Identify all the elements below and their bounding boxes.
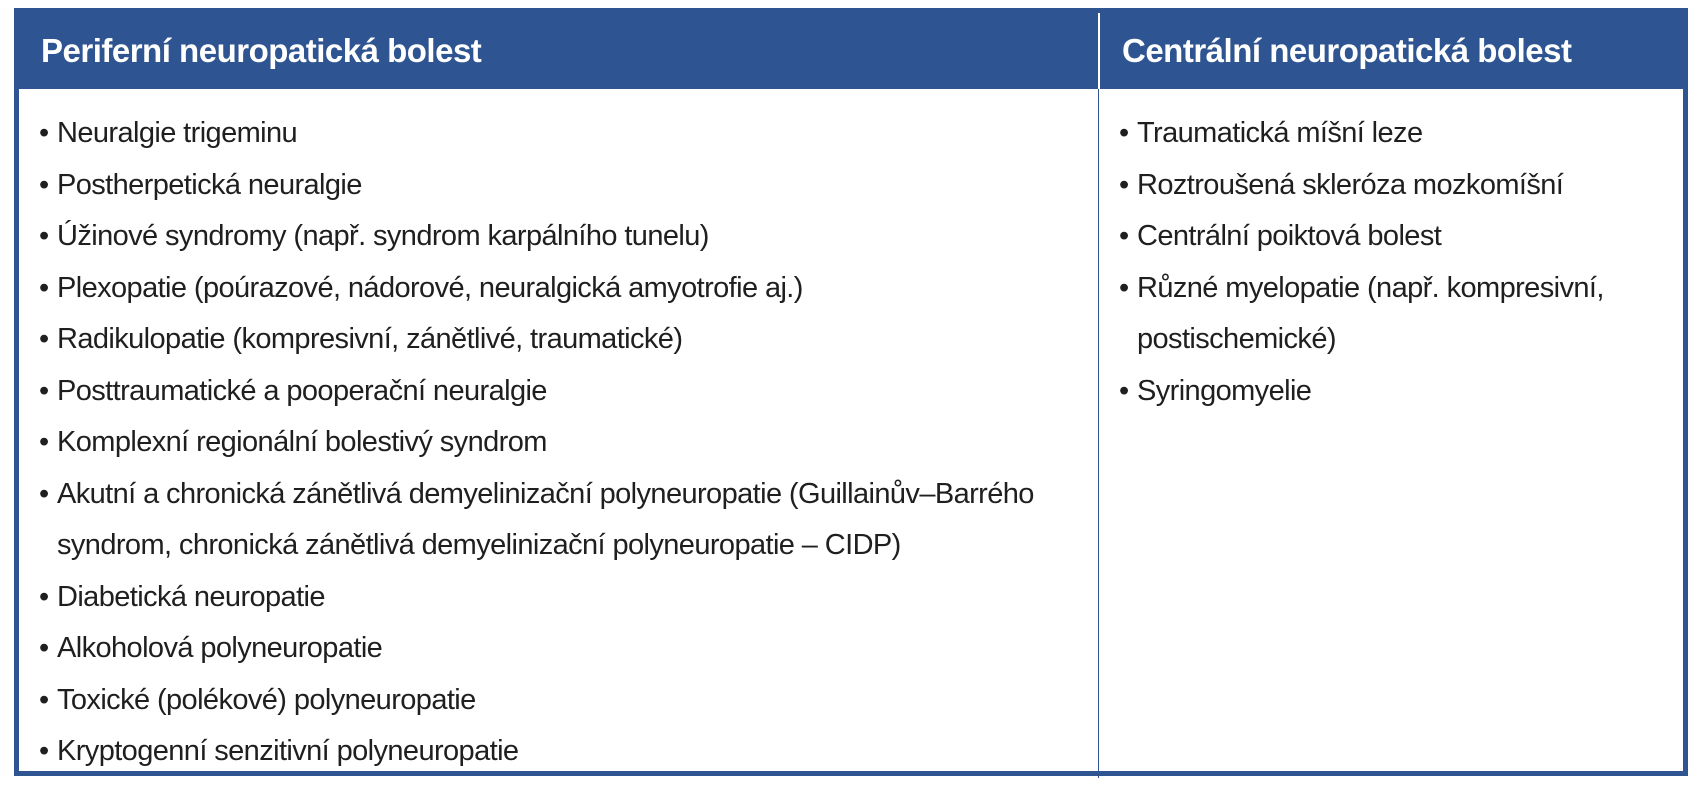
bullet-icon: • bbox=[1119, 168, 1129, 201]
list-item: • Centrální poiktová bolest bbox=[1119, 211, 1671, 263]
bullet-icon: • bbox=[39, 374, 49, 407]
list-item: • Postherpetická neuralgie bbox=[39, 160, 1088, 212]
bullet-icon: • bbox=[39, 426, 49, 458]
table-header-row bbox=[19, 13, 1683, 89]
bullet-icon: • bbox=[39, 632, 49, 664]
bullet-icon: • bbox=[39, 683, 49, 716]
list-item: • Roztroušená skleróza mozkomíšní bbox=[1119, 160, 1671, 212]
list-item: • Posttraumatické a pooperační neuralgie bbox=[39, 366, 1088, 418]
header-central: Centrální neuropatická bolest bbox=[1122, 32, 1572, 69]
bullet-icon: • bbox=[39, 220, 49, 252]
bullet-icon: • bbox=[1119, 271, 1129, 304]
bullet-icon: • bbox=[39, 168, 49, 201]
bullet-icon: • bbox=[1119, 117, 1129, 149]
pain-classification-table bbox=[14, 8, 1688, 776]
bullet-icon: • bbox=[39, 580, 49, 613]
list-item: • Diabetická neuropatie bbox=[39, 572, 1088, 624]
list-item: • Toxické (polékové) polyneuropatie bbox=[39, 675, 1088, 727]
bullet-icon: • bbox=[39, 477, 49, 510]
bullet-icon: • bbox=[39, 323, 49, 355]
list-item: • Úžinové syndromy (např. syndrom karpálního tunelu) bbox=[39, 211, 1088, 263]
list-item: • Syringomyelie bbox=[1119, 366, 1671, 418]
list-item: • Alkoholová polyneuropatie bbox=[39, 623, 1088, 675]
bullet-icon: • bbox=[39, 117, 49, 149]
bullet-icon: • bbox=[1119, 374, 1129, 407]
peripheral-list bbox=[39, 108, 1088, 778]
list-item: • Různé myelopatie (např. kompresivní, postischemické) bbox=[1119, 263, 1671, 366]
list-item: • Radikulopatie (kompresivní, zánětlivé, traumatické) bbox=[39, 314, 1088, 366]
central-cell bbox=[1099, 89, 1683, 778]
list-item: • Komplexní regionální bolestivý syndrom bbox=[39, 417, 1088, 469]
header-peripheral: Periferní neuropatická bolest bbox=[41, 32, 482, 69]
list-item: • Akutní a chronická zánětlivá demyelinizační polyneuropatie (Guillainův–Barrého syndrom, chronická zánětlivá demyelinizační polyneuropatie – CIDP) bbox=[39, 469, 1088, 572]
list-item: • Neuralgie trigeminu bbox=[39, 108, 1088, 160]
list-item: • Plexopatie (poúrazové, nádorové, neuralgická amyotrofie aj.) bbox=[39, 263, 1088, 315]
list-item: • Kryptogenní senzitivní polyneuropatie bbox=[39, 726, 1088, 778]
central-list bbox=[1119, 108, 1671, 417]
table-body-row bbox=[19, 89, 1683, 778]
bullet-icon: • bbox=[39, 735, 49, 767]
bullet-icon: • bbox=[39, 271, 49, 304]
list-item: • Traumatická míšní leze bbox=[1119, 108, 1671, 160]
peripheral-cell bbox=[19, 89, 1098, 778]
bullet-icon: • bbox=[1119, 220, 1129, 252]
